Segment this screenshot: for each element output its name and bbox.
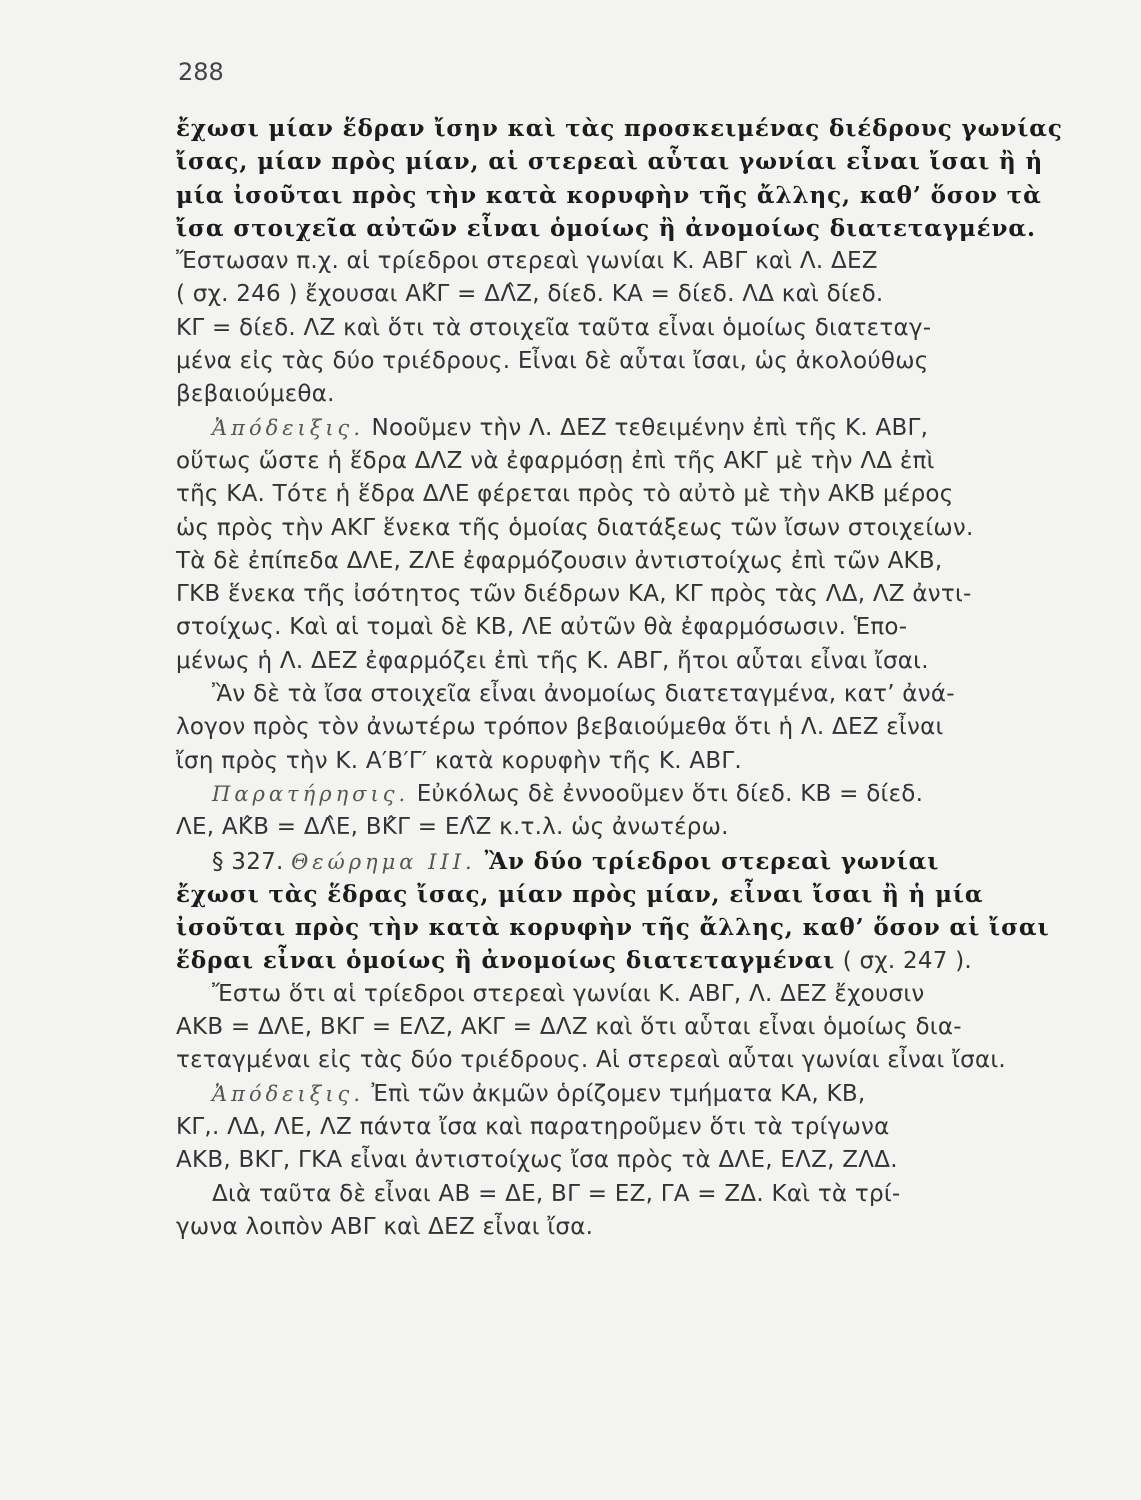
text-segment: Διὰ ταῦτα δὲ εἶναι ΑΒ = ΔΕ, ΒΓ = ΕΖ, ΓΑ = ΖΔ. Καὶ τὰ τρί- <box>212 1180 901 1207</box>
text-segment: ΛΕ, ΑΚ̂Β = ΔΛ̂Ε, ΒΚ̂Γ = ΕΛ̂Ζ κ.τ.λ. ὡς ἀνωτέρω. <box>176 814 729 841</box>
text-line <box>176 545 1076 578</box>
text-line <box>176 1111 1076 1144</box>
text-segment: Ἐπὶ τῶν ἀκμῶν ὁρίζομεν τμήματα ΚΑ, ΚΒ, <box>364 1080 866 1107</box>
text-segment: ἴση πρὸς τὴν Κ. Α′Β′Γ′ κατὰ κορυφὴν τῆς Κ. ΑΒΓ. <box>176 747 742 774</box>
text-segment: ΚΓ,. ΛΔ, ΛΕ, ΛΖ πάντα ἴσα καὶ παρατηροῦμεν ὅτι τὰ τρίγωνα <box>176 1113 890 1140</box>
bold-text: ἕδραι εἶναι ὁμοίως ἢ ἀνομοίως διατεταγμέναι <box>176 947 836 975</box>
text-segment: ὡς πρὸς τὴν ΑΚΓ ἕνεκα τῆς ὁμοίας διατάξεως τῶν ἴσων στοιχείων. <box>176 514 974 541</box>
bold-text: Ἂν δύο τρίεδροι στερεαὶ γωνίαι <box>475 847 940 875</box>
text-segment: στοίχως. Καὶ αἱ τομαὶ δὲ ΚΒ, ΛΕ αὐτῶν θὰ ἐφαρμόσωσιν. Ἑπο- <box>176 614 908 641</box>
bold-text: ἴσας, μίαν πρὸς μίαν, αἱ στερεαὶ αὗται γωνίαι εἶναι ἴσαι ἢ ἡ <box>176 148 1044 176</box>
text-segment: Ἔστω ὅτι αἱ τρίεδροι στερεαὶ γωνίαι Κ. ΑΒΓ, Λ. ΔΕΖ ἔχουσιν <box>212 980 925 1007</box>
body-text <box>176 112 1076 1244</box>
text-line <box>176 1144 1076 1177</box>
text-segment: οὕτως ὥστε ἡ ἕδρα ΔΛΖ νὰ ἐφαρμόσῃ ἐπὶ τῆς ΑΚΓ μὲ τὴν ΛΔ ἐπὶ <box>176 447 935 474</box>
text-segment: Τὰ δὲ ἐπίπεδα ΔΛΕ, ΖΛΕ ἐφαρμόζουσιν ἀντιστοίχως ἐπὶ τῶν ΑΚΒ, <box>176 547 943 574</box>
text-line <box>176 345 1076 378</box>
text-segment: βεβαιούμεθα. <box>176 381 335 408</box>
text-line <box>176 512 1076 545</box>
text-line <box>176 878 1076 911</box>
text-line <box>176 212 1076 245</box>
spaced-italic-heading: Παρατήρησις. <box>212 781 410 806</box>
text-line <box>176 845 1076 878</box>
text-segment: μένως ἡ Λ. ΔΕΖ ἐφαρμόζει ἐπὶ τῆς Κ. ΑΒΓ, ἤτοι αὗται εἶναι ἴσαι. <box>176 647 929 674</box>
text-line <box>176 645 1076 678</box>
text-segment: ΚΓ = δίεδ. ΛΖ καὶ ὅτι τὰ στοιχεῖα ταῦτα εἶναι ὁμοίως διατεταγ- <box>176 314 932 341</box>
text-segment: § 327. <box>212 848 292 875</box>
text-segment: Ἂν δὲ τὰ ἴσα στοιχεῖα εἶναι ἀνομοίως διατεταγμένα, κατ’ ἀνά- <box>212 681 955 708</box>
text-line <box>176 911 1076 944</box>
bold-text: ἔχωσι μίαν ἕδραν ἴσην καὶ τὰς προσκειμένας διέδρους γωνίας <box>176 115 1063 142</box>
text-line <box>176 179 1076 212</box>
spaced-italic-heading: Θεώρημα ΙΙΙ. <box>291 849 476 874</box>
text-line <box>176 412 1076 445</box>
bold-text: ἴσα στοιχεῖα αὐτῶν εἶναι ὁμοίως ἢ ἀνομοίως διατεταγμένα. <box>176 214 1036 242</box>
text-segment: ( σχ. 246 ) ἔχουσαι ΑΚ̂Γ = ΔΛ̂Ζ, δίεδ. ΚΑ = δίεδ. ΛΔ καὶ δίεδ. <box>176 281 884 308</box>
bold-text: μία ἰσοῦται πρὸς τὴν κατὰ κορυφὴν τῆς ἄλλης, καθ’ ὅσον τὰ <box>176 181 1042 209</box>
bold-text: ἰσοῦται πρὸς τὴν κατὰ κορυφὴν τῆς ἄλλης, καθ’ ὅσον αἱ ἴσαι <box>176 914 1050 942</box>
spaced-italic-heading: Ἀπόδειξις. <box>212 415 364 440</box>
text-line <box>176 578 1076 611</box>
text-segment: ΑΚΒ = ΔΛΕ, ΒΚΓ = ΕΛΖ, ΑΚΓ = ΔΛΖ καὶ ὅτι αὗται εἶναι ὁμοίως δια- <box>176 1014 962 1041</box>
page-number: 288 <box>178 58 224 86</box>
text-line <box>176 478 1076 511</box>
text-line <box>176 378 1076 411</box>
text-segment: ΓΚΒ ἕνεκα τῆς ἰσότητος τῶν διέδρων ΚΑ, ΚΓ πρὸς τὰς ΛΔ, ΛΖ ἀντι- <box>176 581 972 608</box>
bold-text: ἔχωσι τὰς ἕδρας ἴσας, μίαν πρὸς μίαν, εἶναι ἴσαι ἢ ἡ μία <box>176 880 984 908</box>
text-line <box>176 278 1076 311</box>
text-segment: Εὐκόλως δὲ ἐννοοῦμεν ὅτι δίεδ. ΚΒ = δίεδ. <box>409 780 924 807</box>
text-segment: τῆς ΚΑ. Τότε ἡ ἕδρα ΔΛΕ φέρεται πρὸς τὸ αὐτὸ μὲ τὴν ΑΚΒ μέρος <box>176 481 954 508</box>
text-segment: μένα εἰς τὰς δύο τριέδρους. Εἶναι δὲ αὗται ἴσαι, ὡς ἀκολούθως <box>176 348 929 375</box>
text-line <box>176 145 1076 178</box>
text-line <box>176 1078 1076 1111</box>
text-line <box>176 1178 1076 1211</box>
text-line <box>176 778 1076 811</box>
text-line <box>176 245 1076 278</box>
text-line <box>176 112 1076 145</box>
text-line <box>176 445 1076 478</box>
text-line <box>176 611 1076 644</box>
text-segment: ΑΚΒ, ΒΚΓ, ΓΚΑ εἶναι ἀντιστοίχως ἴσα πρὸς τὰ ΔΛΕ, ΕΛΖ, ΖΛΔ. <box>176 1147 898 1174</box>
text-line <box>176 811 1076 844</box>
text-line <box>176 678 1076 711</box>
text-segment: Ἔστωσαν π.χ. αἱ τρίεδροι στερεαὶ γωνίαι Κ. ΑΒΓ καὶ Λ. ΔΕΖ <box>176 248 878 275</box>
text-line <box>176 711 1076 744</box>
text-segment: Νοοῦμεν τὴν Λ. ΔΕΖ τεθειμένην ἐπὶ τῆς Κ. ΑΒΓ, <box>364 414 929 441</box>
text-line <box>176 745 1076 778</box>
text-segment: λογον πρὸς τὸν ἀνωτέρω τρόπον βεβαιούμεθα ὅτι ἡ Λ. ΔΕΖ εἶναι <box>176 714 944 741</box>
text-segment: ( σχ. 247 ). <box>835 948 972 975</box>
text-line <box>176 1211 1076 1244</box>
text-segment: τεταγμέναι εἰς τὰς δύο τριέδρους. Αἱ στερεαὶ αὗται γωνίαι εἶναι ἴσαι. <box>176 1047 1006 1074</box>
text-line <box>176 978 1076 1011</box>
text-line <box>176 1011 1076 1044</box>
text-segment: γωνα λοιπὸν ΑΒΓ καὶ ΔΕΖ εἶναι ἴσα. <box>176 1213 594 1240</box>
spaced-italic-heading: Ἀπόδειξις. <box>212 1081 364 1106</box>
text-line <box>176 944 1076 977</box>
text-line <box>176 312 1076 345</box>
text-line <box>176 1044 1076 1077</box>
